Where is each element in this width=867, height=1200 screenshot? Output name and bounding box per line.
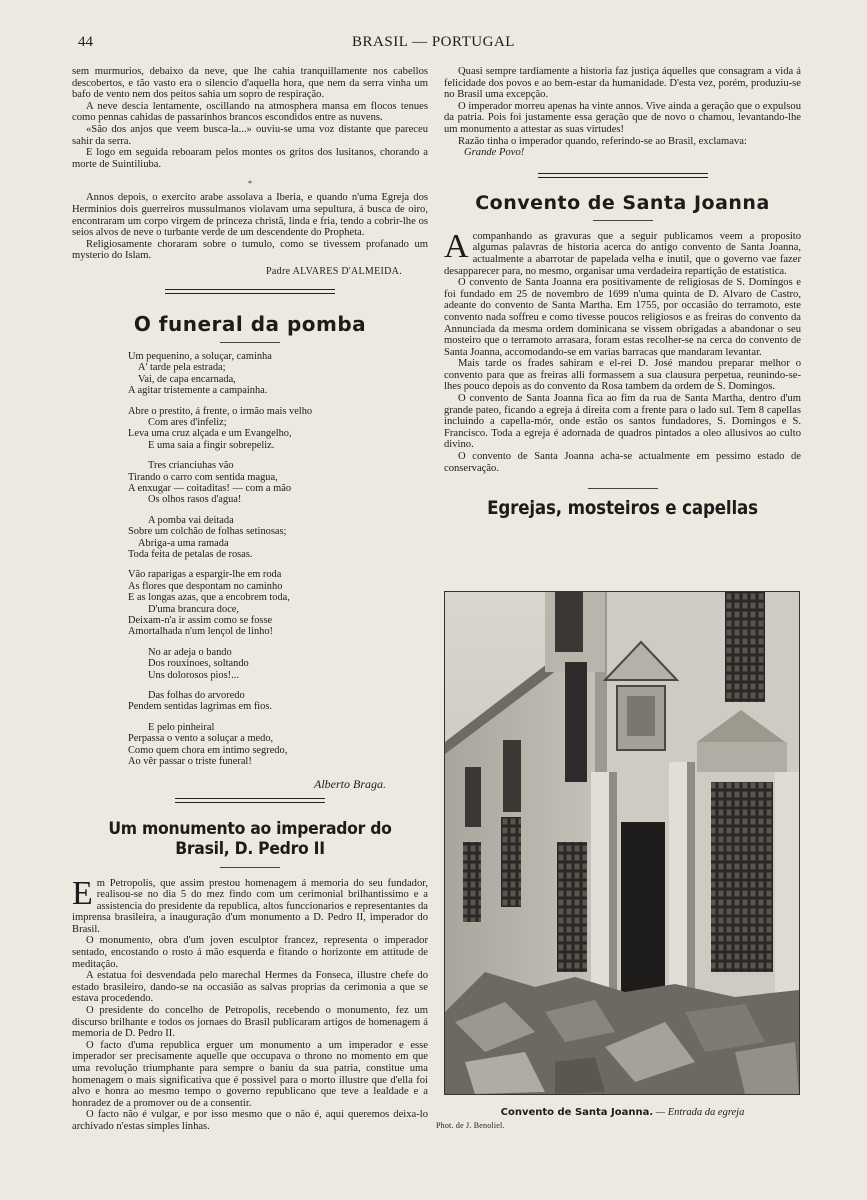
paragraph: O convento de Santa Joanna era positivamente de religiosas de S. Domingos e foi fundado em 25 de novembro de 1699 n'uma quinta de D. Alvaro de Castro, adeante do convento de Santa Martha. Em 1755, por occasião do terramoto, este convento nada soffreu e como tivesse poucos religiosos e as freiras do convento da Annunciada da mesma ordem dominicana se vissem obrigadas a abandonar o seu mosteiro que o terramoto arrasara, foram estas recolher-se na cerca do convento de Santa Joanna, accomodando-se em varias barracas que mandaram levantar. (444, 277, 801, 358)
convent-facade-image (445, 592, 799, 1094)
closing-quote: Grande Povo! (464, 147, 525, 159)
poem-line: D'uma brancura doce, (148, 603, 240, 615)
poem-body (72, 351, 428, 768)
poem-stanza (128, 690, 428, 713)
poem-line: Pendem sentidas lagrimas em fios. (128, 701, 272, 713)
drop-cap: E (72, 874, 93, 912)
convento-article (444, 192, 801, 474)
poem-line: Com ares d'infeliz; (148, 416, 227, 428)
photo-credit: Phot. de J. Benoliel. (436, 1121, 505, 1130)
poem-author: Alberto Braga. (314, 776, 386, 791)
paragraph: «São dos anjos que veem busca-la...» ouviu-se uma voz distante que pareceu sahir da serra. (72, 123, 428, 147)
caption-subtitle: — Entrada da egreja (655, 1107, 745, 1118)
poem-line: Tres crianciuhas vão (148, 460, 234, 472)
poem-line: Ao vêr passar o triste funeral! (128, 756, 252, 768)
paragraph: O imperador morreu apenas ha vinte annos. Vive ainda a geração que o expulsou da patria. Pois foi justamente essa geração que de novo o chamou, levantando-lhe um monumento a attestar as suas virtudes! (444, 100, 801, 135)
running-title: BRASIL — PORTUGAL (352, 34, 515, 50)
monument-article (72, 819, 428, 1133)
poem-line: As flores que despontam no caminho (128, 580, 283, 592)
paragraph: sem murmurios, debaixo da neve, que lhe cahia tranquillamente nos cabellos descobertos, e tão vasto era o silencio d'aquella hora, que nem da serra vinha um bafo de vento nem dos peitos sahia um sopro de respiração. (72, 66, 428, 101)
poem-line: Vão raparigas a espargir-lhe em roda (128, 569, 282, 581)
caption-title: Convento de Santa Joanna. (500, 1107, 654, 1118)
poem-line: E uma saia a fingir sobrepeliz. (148, 439, 275, 451)
poem-line: A agitar tristemente a campainha. (128, 385, 268, 397)
poem-line: No ar adeja o bando (148, 646, 232, 658)
poem-stanza (128, 460, 428, 506)
poem-section (72, 312, 428, 792)
poem-line: Abre o prestito, á frente, o irmão mais velho (128, 405, 313, 417)
poem-stanza (128, 722, 428, 768)
paragraph: O facto não é vulgar, e por isso mesmo que o não é, aqui queremos deixa-lo archivado n'estas simples linhas. (72, 1109, 428, 1132)
paragraph: A neve descia lentamente, oscillando na atmosphera mansa em flocos tenues como pennas cahidas de passarinhos brancos escondidos entre as nuvens. (72, 100, 428, 124)
poem-line: Abriga-a uma ramada (138, 537, 229, 549)
poem-line: Os olhos rasos d'agua! (148, 494, 242, 506)
poem-line: Sobre um colchão de folhas setinosas; (128, 526, 287, 538)
convent-photograph (444, 591, 800, 1095)
paragraph: A estatua foi desvendada pelo marechal Hermes da Fonseca, illustre chefe do estado brasileiro, dando-se na occasião as salvas proprias da cerimonia a que se estava procedendo. (72, 970, 428, 1005)
monument-first-paragraph (72, 874, 428, 936)
poem-line: Como quem chora em intimo segredo, (128, 744, 288, 756)
paragraph: Quasi sempre tardiamente a historia faz justiça áquelles que consagram a vida á felicidade dos povos e ao bem-estar da humanidade. D'esta vez, porém, produziu-se no Brasil uma excepção. (444, 66, 801, 101)
poem-line: A pomba vai deitada (148, 514, 234, 526)
convento-title: Convento de Santa Joanna (475, 191, 770, 214)
paragraph: companhando as gravuras que a seguir publicamos veem a proposito algumas palavras de historia acerca do antigo convento de Santa Joanna, actualmente a abarrotar de papelada velha e inutil, que o governo vae fazer desapparecer para, no mesmo, organisar uma verdadeira repartição de estatistica. (444, 230, 801, 277)
title-underline (220, 867, 280, 868)
left-column (72, 66, 428, 1133)
poem-line: Perpassa o vento a soluçar a medo, (128, 733, 274, 745)
section-divider (175, 798, 325, 803)
monument-title: Um monumento ao imperador do Brasil, D. Pedro II (108, 818, 392, 859)
paragraph: Religiosamente choraram sobre o tumulo, como se tivessem profanado um mysterio do Islam. (72, 238, 428, 262)
poem-line: A enxugar — coitaditas! — com a mão (128, 482, 292, 494)
poem-title: O funeral da pomba (133, 311, 367, 336)
paragraph: O convento de Santa Joanna acha-se actualmente em pessimo estado de conservação. (444, 451, 801, 474)
poem-line: Amortalhada n'um lençol de linho! (128, 626, 273, 638)
paragraph: O convento de Santa Joanna fica ao fim da rua de Santa Martha, dentro d'um grande pateo, ficando a egreja á direita com a frente para o lado sul. Tem 8 capellas incluindo a capella-mór, onde estão os santos fundadores, S. Domingos e S. Francisco. Toda a egreja é adornada de quadros pintados a oleo allusivos ao culto divino. (444, 393, 801, 451)
poem-line: Vai, de capa encarnada, (138, 373, 236, 385)
poem-stanza (128, 406, 428, 452)
poem-line: Uns dolorosos pios!... (148, 669, 239, 681)
poem-line: E as longas azas, que a encobrem toda, (128, 592, 290, 604)
poem-line: Toda feita de petalas de rosas. (128, 549, 253, 560)
paragraph: O presidente do concelho de Petropolis, recebendo o monumento, fez um discurso brilhante e todos os jornaes do Brasil publicaram artigos de homenagem á memoria de D. Pedro II. (72, 1005, 428, 1040)
paragraph: Razão tinha o imperador quando, referindo-se ao Brasil, exclamava: (458, 135, 747, 147)
paragraph: Annos depois, o exercito arabe assolava a Iberia, e quando n'uma Egreja dos Herminios dois guerreiros mussulmanos violavam uma sepultura, á busca de oiro, encontraram um corpo virgem de princeza christã, linda e fria, tendo a cobrir-lhe os seios alvos de neve o turbante verde de um descendente do Propheta. (72, 192, 428, 239)
page-header (0, 34, 867, 54)
poem-line: Das folhas do arvoredo (148, 690, 245, 702)
convento-first-paragraph (444, 227, 801, 277)
poem-stanza (128, 515, 428, 561)
poem-line: A' tarde pela estrada; (138, 362, 226, 374)
poem-line: Dos rouxinoes, soltando (148, 658, 249, 670)
paragraph: E logo em seguida reboaram pelos montes os gritos dos lusitanos, chorando a morte de Suintiliuba. (72, 147, 428, 170)
egrejas-title: Egrejas, mosteiros e capellas (487, 497, 758, 520)
poem-stanza (128, 569, 428, 637)
photo-caption (444, 1107, 801, 1118)
article-signature: Padre ALVARES D'ALMEIDA. (266, 265, 402, 277)
section-divider (538, 173, 708, 178)
paragraph: m Petropolis, que assim prestou homenagem á memoria do seu fundador, realisou-se no dia 5 do mez findo com um cerimonial brilhantissimo e a assistencia do presidente da republica, altos funccionarios e representantes da imprensa brasileira, a inauguração d'um monumento a D. Pedro II, imperador do Brasil. (72, 877, 428, 935)
section-divider (588, 488, 658, 489)
title-underline (220, 342, 280, 343)
poem-stanza (128, 351, 428, 397)
poem-stanza (128, 647, 428, 681)
paragraph: Mais tarde os frades sahiram e el-rei D. José mandou preparar melhor o convento para que as freiras alli formassem a sua clausura perpetua, reunindo-se-lhes pouco depois as do convento da Rosa tambem da ordem de S. Domingos. (444, 358, 801, 393)
page-number: 44 (78, 34, 93, 50)
section-divider (165, 289, 335, 294)
story-ending (72, 66, 428, 277)
right-column (444, 66, 801, 519)
poem-line: Leva uma cruz alçada e um Evangelho, (128, 428, 292, 440)
title-underline (593, 220, 653, 221)
poem-line: Um pequenino, a soluçar, caminha (128, 350, 272, 362)
poem-line: E pelo pinheiral (148, 721, 215, 733)
section-star: * (248, 179, 252, 189)
paragraph: O facto d'uma republica erguer um monumento a um imperador e esse imperador ser precisamente aquelle que occupava o throno no momento em que uma revolução triumphante para sempre o baniu da sua patria, constitue uma homenagem o mais significativa que é possivel para o morto illustre que d'ella foi alvo e honra ao mesmo tempo o governo republicano que teve a lealdade e a honradez de a promover ou de a consentir. (72, 1039, 428, 1109)
poem-line: Tirando o carro com sentida magua, (128, 471, 278, 483)
poem-line: Deixam-n'a ir assim como se fosse (128, 615, 273, 627)
paragraph: O monumento, obra d'um joven esculptor francez, representa o imperador sentado, encostando o rosto á mão esquerda e fitando o horizonte em attitude de meditação. (72, 935, 428, 970)
drop-cap: A (444, 227, 469, 265)
